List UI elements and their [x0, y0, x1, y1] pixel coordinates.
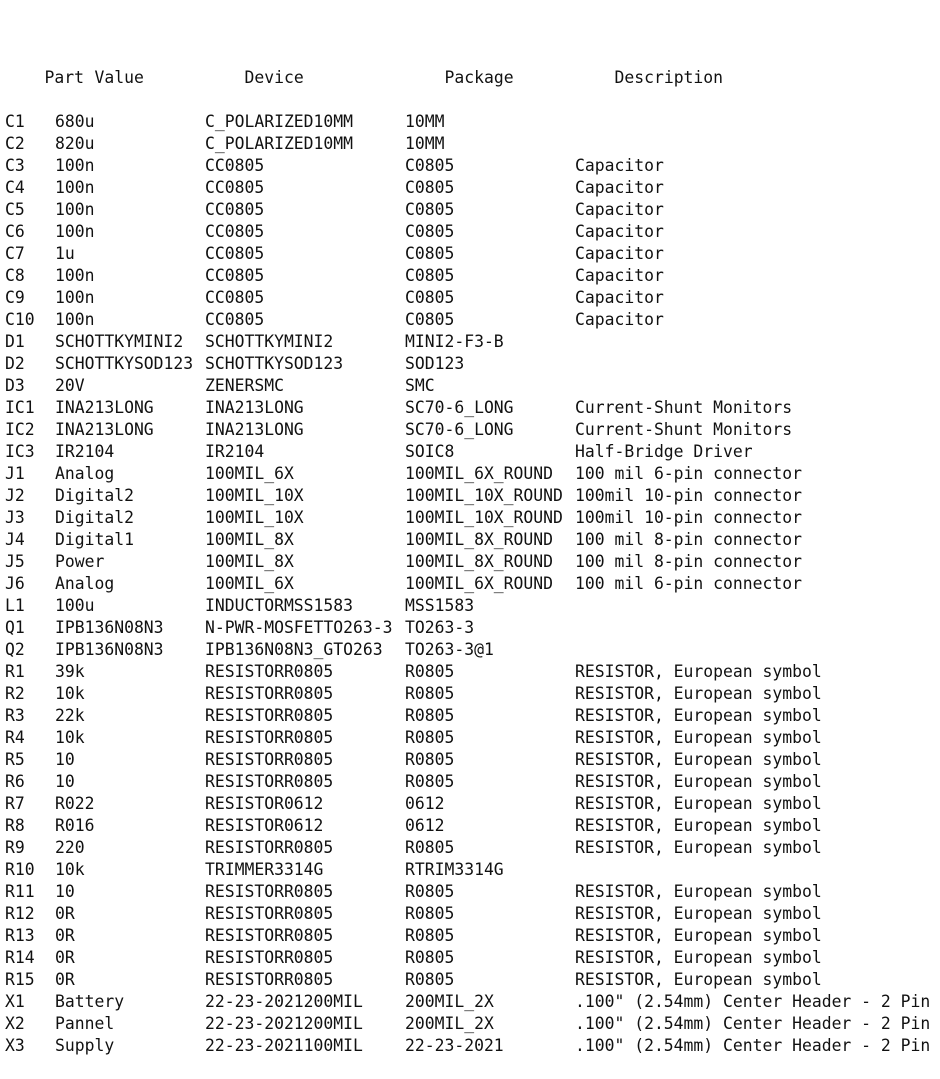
device-cell: 100MIL_6X [205, 574, 294, 593]
table-row [5, 1013, 930, 1035]
package-cell: R0805 [405, 684, 455, 703]
part-cell: D3 [5, 376, 25, 395]
device-cell: CC0805 [205, 310, 265, 329]
description-cell: RESISTOR, European symbol [575, 728, 822, 747]
value-cell: 10k [55, 684, 85, 703]
part-cell: X3 [5, 1036, 25, 1055]
package-cell: C0805 [405, 244, 455, 263]
table-row [5, 243, 930, 265]
part-cell: J6 [5, 574, 25, 593]
device-cell: SCHOTTKYSOD123 [205, 354, 344, 373]
value-cell: 100n [55, 222, 95, 241]
part-cell: IC1 [5, 398, 35, 417]
description-cell: RESISTOR, European symbol [575, 926, 822, 945]
part-cell: J5 [5, 552, 25, 571]
table-row [5, 507, 930, 529]
description-cell: RESISTOR, European symbol [575, 816, 822, 835]
package-cell: 100MIL_6X_ROUND [405, 464, 554, 483]
value-cell: 1u [55, 244, 75, 263]
device-cell: C_POLARIZED10MM [205, 134, 354, 153]
device-cell: SCHOTTKYMINI2 [205, 332, 334, 351]
table-row [5, 221, 930, 243]
package-cell: R0805 [405, 904, 455, 923]
value-cell: Digital2 [55, 486, 134, 505]
value-cell: IR2104 [55, 442, 115, 461]
description-cell: RESISTOR, European symbol [575, 794, 822, 813]
device-cell: RESISTORR0805 [205, 904, 334, 923]
description-cell: Capacitor [575, 310, 664, 329]
part-cell: C2 [5, 134, 25, 153]
value-cell: 0R [55, 948, 75, 967]
table-row [5, 595, 930, 617]
bom-text-listing [5, 1, 930, 1079]
table-row [5, 903, 930, 925]
device-cell: ZENERSMC [205, 376, 284, 395]
value-cell: R022 [55, 794, 95, 813]
package-cell: R0805 [405, 750, 455, 769]
device-cell: TRIMMER3314G [205, 860, 324, 879]
table-row [5, 331, 930, 353]
package-cell: 200MIL_2X [405, 992, 494, 1011]
description-cell: Capacitor [575, 266, 664, 285]
description-cell: 100mil 10-pin connector [575, 486, 802, 505]
description-cell: 100 mil 8-pin connector [575, 530, 802, 549]
part-cell: R10 [5, 860, 35, 879]
part-cell: R2 [5, 684, 25, 703]
part-cell: R14 [5, 948, 35, 967]
description-cell: Capacitor [575, 156, 664, 175]
value-cell: INA213LONG [55, 398, 154, 417]
value-cell: Supply [55, 1036, 115, 1055]
value-cell: 22k [55, 706, 85, 725]
device-cell: RESISTOR0612 [205, 794, 324, 813]
value-cell: 10 [55, 750, 75, 769]
table-row [5, 749, 930, 771]
device-cell: IR2104 [205, 442, 265, 461]
table-row [5, 265, 930, 287]
table-row [5, 727, 930, 749]
package-cell: R0805 [405, 728, 455, 747]
package-cell: SC70-6_LONG [405, 398, 514, 417]
description-cell: Capacitor [575, 244, 664, 263]
table-row [5, 815, 930, 837]
part-cell: R5 [5, 750, 25, 769]
package-cell: TO263-3@1 [405, 640, 494, 659]
description-cell: Capacitor [575, 222, 664, 241]
description-cell: RESISTOR, European symbol [575, 772, 822, 791]
description-cell: RESISTOR, European symbol [575, 684, 822, 703]
package-cell: R0805 [405, 882, 455, 901]
description-cell: RESISTOR, European symbol [575, 662, 822, 681]
part-cell: C3 [5, 156, 25, 175]
part-cell: D1 [5, 332, 25, 351]
device-cell: 100MIL_10X [205, 486, 304, 505]
package-cell: TO263-3 [405, 618, 475, 637]
part-cell: C5 [5, 200, 25, 219]
package-cell: 100MIL_8X_ROUND [405, 552, 554, 571]
value-cell: R016 [55, 816, 95, 835]
table-row [5, 133, 930, 155]
table-row [5, 485, 930, 507]
device-cell: 100MIL_8X [205, 530, 294, 549]
table-row [5, 837, 930, 859]
table-row [5, 353, 930, 375]
value-cell: 100n [55, 288, 95, 307]
table-row [5, 111, 930, 133]
package-cell: SC70-6_LONG [405, 420, 514, 439]
table-row [5, 199, 930, 221]
table-row [5, 397, 930, 419]
device-cell: 100MIL_6X [205, 464, 294, 483]
part-cell: J2 [5, 486, 25, 505]
value-cell: 680u [55, 112, 95, 131]
table-row [5, 287, 930, 309]
description-cell: RESISTOR, European symbol [575, 750, 822, 769]
value-cell: 10k [55, 728, 85, 747]
device-cell: CC0805 [205, 244, 265, 263]
part-cell: C4 [5, 178, 25, 197]
value-cell: 100n [55, 200, 95, 219]
description-cell: Half-Bridge Driver [575, 442, 753, 461]
value-cell: Power [55, 552, 105, 571]
device-cell: CC0805 [205, 200, 265, 219]
header-value: Value [94, 68, 144, 87]
package-cell: 100MIL_8X_ROUND [405, 530, 554, 549]
device-cell: RESISTORR0805 [205, 772, 334, 791]
description-cell: .100" (2.54mm) Center Header - 2 Pin [575, 1014, 931, 1033]
package-cell: RTRIM3314G [405, 860, 504, 879]
part-cell: J1 [5, 464, 25, 483]
part-cell: J3 [5, 508, 25, 527]
value-cell: IPB136N08N3 [55, 640, 164, 659]
device-cell: C_POLARIZED10MM [205, 112, 354, 131]
device-cell: 100MIL_10X [205, 508, 304, 527]
table-row [5, 375, 930, 397]
package-cell: SOD123 [405, 354, 465, 373]
device-cell: RESISTORR0805 [205, 970, 334, 989]
part-cell: C8 [5, 266, 25, 285]
value-cell: 39k [55, 662, 85, 681]
value-cell: 10 [55, 772, 75, 791]
package-cell: 200MIL_2X [405, 1014, 494, 1033]
package-cell: 10MM [405, 134, 445, 153]
device-cell: IPB136N08N3_GTO263 [205, 640, 383, 659]
device-cell: RESISTORR0805 [205, 728, 334, 747]
device-cell: CC0805 [205, 156, 265, 175]
part-cell: R12 [5, 904, 35, 923]
description-cell: 100 mil 8-pin connector [575, 552, 802, 571]
bom-rows [5, 111, 930, 1057]
header-description: Description [614, 68, 724, 87]
package-cell: R0805 [405, 706, 455, 725]
table-row [5, 639, 930, 661]
table-row [5, 771, 930, 793]
package-cell: MSS1583 [405, 596, 475, 615]
value-cell: 100u [55, 596, 95, 615]
table-row [5, 661, 930, 683]
package-cell: 22-23-2021 [405, 1036, 504, 1055]
value-cell: 100n [55, 178, 95, 197]
device-cell: RESISTORR0805 [205, 662, 334, 681]
description-cell: Current-Shunt Monitors [575, 420, 793, 439]
value-cell: 20V [55, 376, 85, 395]
part-cell: R4 [5, 728, 25, 747]
device-cell: CC0805 [205, 222, 265, 241]
package-cell: R0805 [405, 970, 455, 989]
part-cell: C6 [5, 222, 25, 241]
description-cell: .100" (2.54mm) Center Header - 2 Pin [575, 1036, 931, 1055]
part-cell: IC3 [5, 442, 35, 461]
value-cell: SCHOTTKYSOD123 [55, 354, 194, 373]
device-cell: RESISTORR0805 [205, 882, 334, 901]
value-cell: Digital1 [55, 530, 134, 549]
table-row [5, 155, 930, 177]
device-cell: RESISTORR0805 [205, 926, 334, 945]
table-row [5, 991, 930, 1013]
table-row [5, 683, 930, 705]
description-cell: .100" (2.54mm) Center Header - 2 Pin [575, 992, 931, 1011]
device-cell: INA213LONG [205, 420, 304, 439]
table-row [5, 969, 930, 991]
device-cell: RESISTORR0805 [205, 684, 334, 703]
value-cell: Analog [55, 574, 115, 593]
part-cell: Q1 [5, 618, 25, 637]
device-cell: 22-23-2021100MIL [205, 1036, 363, 1055]
value-cell: 0R [55, 970, 75, 989]
package-cell: 100MIL_6X_ROUND [405, 574, 554, 593]
description-cell: Current-Shunt Monitors [575, 398, 793, 417]
package-cell: 10MM [405, 112, 445, 131]
package-cell: C0805 [405, 310, 455, 329]
description-cell: 100 mil 6-pin connector [575, 464, 802, 483]
part-cell: C10 [5, 310, 35, 329]
value-cell: 10k [55, 860, 85, 879]
device-cell: CC0805 [205, 266, 265, 285]
part-cell: R1 [5, 662, 25, 681]
table-row [5, 309, 930, 331]
header-part: Part [44, 68, 84, 87]
value-cell: 100n [55, 266, 95, 285]
description-cell: RESISTOR, European symbol [575, 948, 822, 967]
package-cell: SOIC8 [405, 442, 455, 461]
description-cell: RESISTOR, European symbol [575, 904, 822, 923]
part-cell: R11 [5, 882, 35, 901]
description-cell: 100mil 10-pin connector [575, 508, 802, 527]
package-cell: R0805 [405, 662, 455, 681]
value-cell: 100n [55, 310, 95, 329]
package-cell: C0805 [405, 156, 455, 175]
table-row [5, 529, 930, 551]
part-cell: R8 [5, 816, 25, 835]
package-cell: SMC [405, 376, 435, 395]
description-cell: Capacitor [575, 178, 664, 197]
table-row [5, 925, 930, 947]
part-cell: D2 [5, 354, 25, 373]
table-row [5, 793, 930, 815]
value-cell: IPB136N08N3 [55, 618, 164, 637]
device-cell: RESISTOR0612 [205, 816, 324, 835]
part-cell: J4 [5, 530, 25, 549]
value-cell: 100n [55, 156, 95, 175]
header-device: Device [244, 68, 304, 87]
package-cell: MINI2-F3-B [405, 332, 504, 351]
package-cell: C0805 [405, 266, 455, 285]
value-cell: 0R [55, 926, 75, 945]
device-cell: INA213LONG [205, 398, 304, 417]
description-cell: 100 mil 6-pin connector [575, 574, 802, 593]
device-cell: RESISTORR0805 [205, 838, 334, 857]
part-cell: X2 [5, 1014, 25, 1033]
table-row [5, 419, 930, 441]
part-cell: Q2 [5, 640, 25, 659]
package-cell: R0805 [405, 948, 455, 967]
package-cell: 100MIL_10X_ROUND [405, 508, 563, 527]
value-cell: 220 [55, 838, 85, 857]
value-cell: Digital2 [55, 508, 134, 527]
value-cell: Battery [55, 992, 125, 1011]
device-cell: N-PWR-MOSFETTO263-3 [205, 618, 393, 637]
package-cell: 100MIL_10X_ROUND [405, 486, 563, 505]
device-cell: 22-23-2021200MIL [205, 1014, 363, 1033]
device-cell: RESISTORR0805 [205, 750, 334, 769]
package-cell: R0805 [405, 772, 455, 791]
value-cell: Pannel [55, 1014, 115, 1033]
value-cell: Analog [55, 464, 115, 483]
device-cell: 100MIL_8X [205, 552, 294, 571]
table-row [5, 1035, 930, 1057]
part-cell: R15 [5, 970, 35, 989]
package-cell: 0612 [405, 794, 445, 813]
device-cell: RESISTORR0805 [205, 948, 334, 967]
part-cell: R6 [5, 772, 25, 791]
part-cell: R13 [5, 926, 35, 945]
table-row [5, 859, 930, 881]
description-cell: Capacitor [575, 288, 664, 307]
part-cell: X1 [5, 992, 25, 1011]
device-cell: CC0805 [205, 178, 265, 197]
description-cell: RESISTOR, European symbol [575, 838, 822, 857]
value-cell: 0R [55, 904, 75, 923]
table-row [5, 947, 930, 969]
description-cell: RESISTOR, European symbol [575, 706, 822, 725]
table-row [5, 463, 930, 485]
part-cell: R9 [5, 838, 25, 857]
package-cell: C0805 [405, 222, 455, 241]
part-cell: C7 [5, 244, 25, 263]
device-cell: 22-23-2021200MIL [205, 992, 363, 1011]
table-row [5, 705, 930, 727]
part-cell: R3 [5, 706, 25, 725]
description-cell: RESISTOR, European symbol [575, 970, 822, 989]
table-row [5, 573, 930, 595]
device-cell: INDUCTORMSS1583 [205, 596, 354, 615]
package-cell: 0612 [405, 816, 445, 835]
part-cell: R7 [5, 794, 25, 813]
header-package: Package [444, 68, 514, 87]
value-cell: 820u [55, 134, 95, 153]
package-cell: R0805 [405, 926, 455, 945]
value-cell: INA213LONG [55, 420, 154, 439]
package-cell: C0805 [405, 200, 455, 219]
value-cell: 10 [55, 882, 75, 901]
table-row [5, 617, 930, 639]
header-row [5, 45, 930, 87]
part-cell: IC2 [5, 420, 35, 439]
value-cell: SCHOTTKYMINI2 [55, 332, 184, 351]
table-row [5, 177, 930, 199]
part-cell: C9 [5, 288, 25, 307]
table-row [5, 881, 930, 903]
device-cell: RESISTORR0805 [205, 706, 334, 725]
device-cell: CC0805 [205, 288, 265, 307]
package-cell: R0805 [405, 838, 455, 857]
table-row [5, 551, 930, 573]
package-cell: C0805 [405, 178, 455, 197]
package-cell: C0805 [405, 288, 455, 307]
description-cell: Capacitor [575, 200, 664, 219]
description-cell: RESISTOR, European symbol [575, 882, 822, 901]
table-row [5, 441, 930, 463]
part-cell: C1 [5, 112, 25, 131]
part-cell: L1 [5, 596, 25, 615]
